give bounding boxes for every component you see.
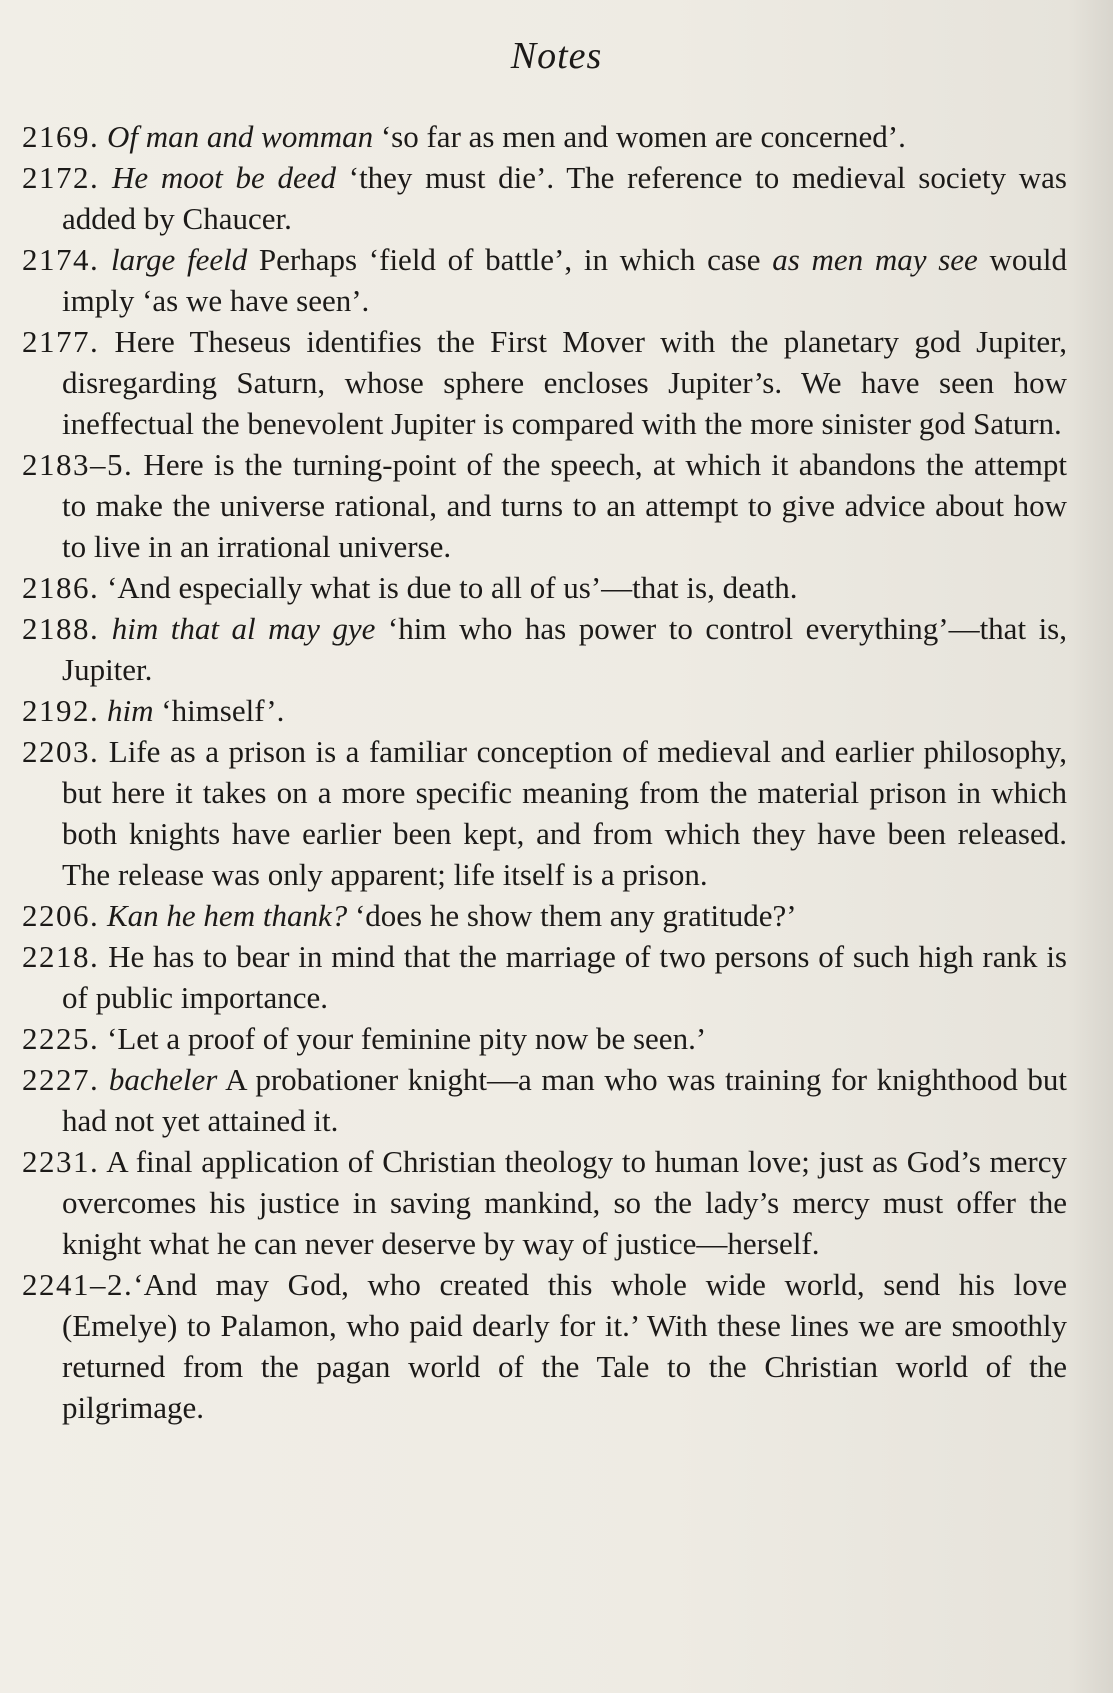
note-text: Perhaps ‘field of battle’, in which case: [247, 242, 773, 277]
note-text: ‘him who has power to control everything’—that is, Jupiter.: [62, 611, 1068, 687]
note-2192: [22, 690, 1067, 731]
page-header: Notes: [510, 35, 603, 77]
note-number: 2241–2.: [22, 1267, 134, 1302]
note-2203: [22, 731, 1067, 895]
note-text-secondary: would imply ‘as we have seen’.: [62, 242, 1067, 318]
note-number: 2174.: [22, 242, 100, 277]
note-2227: [22, 1059, 1067, 1141]
note-text: ‘himself’.: [153, 693, 285, 728]
note-text: He has to bear in mind that the marriage of two persons of such high rank is of public importance.: [62, 939, 1067, 1015]
note-lemma: bacheler: [108, 1062, 218, 1097]
note-2183-5: [22, 444, 1067, 567]
note-2186: [22, 567, 1067, 608]
note-number: 2231.: [22, 1144, 100, 1179]
note-lemma: Kan he hem thank?: [107, 898, 348, 933]
notes-list: [22, 116, 1067, 1428]
note-2241-2: [22, 1264, 1067, 1428]
note-number: 2169.: [22, 119, 100, 154]
note-lemma: Of man and womman: [107, 119, 374, 154]
note-number: 2227.: [22, 1062, 100, 1097]
note-text: A final application of Christian theology to human love; just as God’s mercy overcomes his justice in saving mankind, so the lady’s mercy must offer the knight what he can never deserve by way of justice—herself.: [62, 1144, 1067, 1261]
note-lemma: He moot be deed: [111, 160, 337, 195]
note-2172: [22, 157, 1067, 239]
note-number: 2188.: [22, 611, 100, 646]
note-text: Here Theseus identifies the First Mover with the planetary god Jupiter, disregarding Saturn, whose sphere encloses Jupiter’s. We have seen how ineffectual the benevolent Jupiter is compared with the more sinister god Saturn.: [62, 324, 1067, 441]
note-number: 2183–5.: [22, 447, 134, 482]
note-text: A probationer knight—a man who was training for knighthood but had not yet attained it.: [62, 1062, 1068, 1138]
note-text: ‘And especially what is due to all of us’—that is, death.: [99, 570, 798, 605]
note-text: ‘And may God, who created this whole wide world, send his love (Emelye) to Palamon, who paid dearly for it.’ With these lines we are smoothly returned from the pagan world of the Tale to the Christian world of the pilgrimage.: [62, 1267, 1067, 1425]
note-text: ‘they must die’. The reference to medieval society was added by Chaucer.: [62, 160, 1067, 236]
note-2177: [22, 321, 1067, 444]
note-number: 2192.: [22, 693, 100, 728]
note-number: 2206.: [22, 898, 100, 933]
note-text: ‘Let a proof of your feminine pity now be seen.’: [99, 1021, 707, 1056]
note-number: 2186.: [22, 570, 100, 605]
note-text: ‘so far as men and women are concerned’.: [373, 119, 906, 154]
note-number: 2172.: [22, 160, 100, 195]
note-lemma-secondary: as men may see: [772, 242, 978, 277]
note-number: 2225.: [22, 1021, 100, 1056]
note-2218: [22, 936, 1067, 1018]
note-number: 2218.: [22, 939, 100, 974]
note-text: Life as a prison is a familiar conception of medieval and earlier philosophy, but here it takes on a more specific meaning from the material prison in which both knights have earlier been kept, and from which they have been released. The release was only apparent; life itself is a prison.: [62, 734, 1067, 892]
note-2188: [22, 608, 1067, 690]
note-lemma: him that al may gye: [111, 611, 376, 646]
note-text: Here is the turning-point of the speech, at which it abandons the attempt to make the universe rational, and turns to an attempt to give advice about how to live in an irrational universe.: [62, 447, 1067, 564]
note-2225: [22, 1018, 1067, 1059]
note-lemma: him: [107, 693, 154, 728]
note-number: 2177.: [22, 324, 100, 359]
note-text: ‘does he show them any gratitude?’: [347, 898, 797, 933]
note-2169: [22, 116, 1067, 157]
note-lemma: large feeld: [110, 242, 248, 277]
note-number: 2203.: [22, 734, 100, 769]
note-2174: [22, 239, 1067, 321]
note-2231: [22, 1141, 1067, 1264]
note-2206: [22, 895, 1067, 936]
